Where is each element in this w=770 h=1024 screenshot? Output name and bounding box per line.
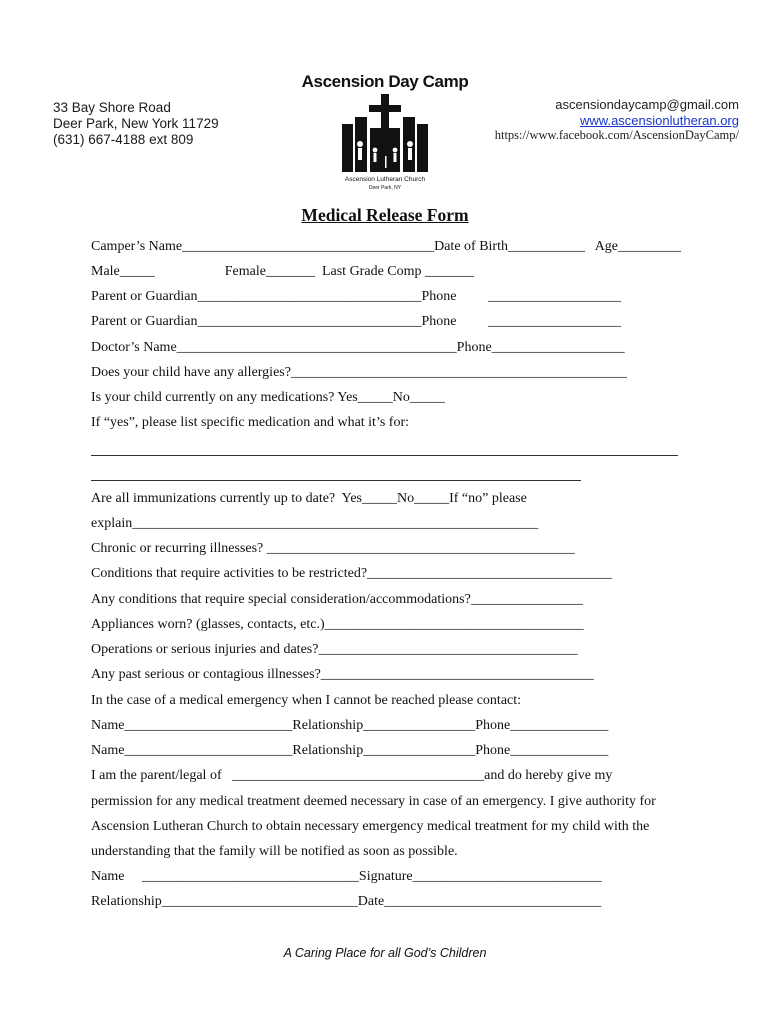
address-line-street: 33 Bay Shore Road [53, 100, 171, 115]
address-line-phone: (631) 667-4188 ext 809 [53, 132, 194, 147]
church-logo-icon [300, 68, 470, 193]
consent-line-2: permission for any medical treatment deemed necessary in case of an emergency. I give authority for [91, 794, 656, 809]
consent-line-1[interactable]: I am the parent/legal of ____________________________________and do hereby give my [91, 768, 613, 783]
restricted-activities-row[interactable]: Conditions that require activities to be restricted?___________________________________ [91, 566, 613, 581]
medication-fill-line-2[interactable] [91, 480, 581, 481]
parent-guardian-row-1[interactable]: Parent or Guardian________________________________Phone ___________________ [91, 289, 622, 304]
medication-fill-line-1[interactable] [91, 455, 678, 456]
emergency-contact-row-1[interactable]: Name________________________Relationship________________Phone______________ [91, 718, 609, 733]
email-link[interactable]: ascensiondaycamp@gmail.com [555, 97, 739, 112]
address-block [53, 100, 219, 148]
camp-logo [300, 68, 470, 193]
consent-line-4: understanding that the family will be notified as soon as possible. [91, 844, 458, 859]
address-line-city: Deer Park, New York 11729 [53, 116, 219, 131]
name-signature-row[interactable]: Name _______________________________Signature___________________________ [91, 869, 602, 884]
operations-injuries-row[interactable]: Operations or serious injuries and dates?_____________________________________ [91, 642, 578, 657]
svg-text:Ascension Day Camp: Ascension Day Camp [301, 72, 469, 91]
contagious-illnesses-row[interactable]: Any past serious or contagious illnesses?_______________________________________ [91, 667, 594, 682]
gender-grade-row[interactable]: Male_____ Female_______ Last Grade Comp _______ [91, 264, 475, 279]
contact-block [495, 97, 739, 144]
special-consideration-row[interactable]: Any conditions that require special consideration/accommodations?________________ [91, 592, 583, 607]
svg-text:Ascension Lutheran Church: Ascension Lutheran Church [344, 176, 426, 183]
relationship-date-row[interactable]: Relationship____________________________Date_______________________________ [91, 894, 602, 909]
immunizations-explain-row[interactable]: explain__________________________________________________________ [91, 516, 539, 531]
medications-row[interactable]: Is your child currently on any medications? Yes_____No_____ [91, 390, 445, 405]
form-title-wrapper [0, 205, 770, 226]
website-link[interactable]: www.ascensionlutheran.org [580, 112, 739, 128]
footer-tagline: A Caring Place for all God’s Children [283, 946, 487, 960]
camper-name-row[interactable]: Camper’s Name____________________________________Date of Birth___________ Age_________ [91, 239, 682, 254]
chronic-illnesses-row[interactable]: Chronic or recurring illnesses? ____________________________________________ [91, 541, 575, 556]
emergency-contact-prompt: In the case of a medical emergency when I cannot be reached please contact: [91, 693, 522, 708]
appliances-row[interactable]: Appliances worn? (glasses, contacts, etc.)_____________________________________ [91, 617, 584, 632]
immunizations-row[interactable]: Are all immunizations currently up to date? Yes_____No_____If “no” please [91, 491, 527, 506]
consent-line-3: Ascension Lutheran Church to obtain necessary emergency medical treatment for my child with the [91, 819, 650, 834]
allergies-row[interactable]: Does your child have any allergies?________________________________________________ [91, 365, 627, 380]
form-title: Medical Release Form [301, 205, 469, 225]
medication-list-prompt: If “yes”, please list specific medication and what it’s for: [91, 415, 410, 430]
emergency-contact-row-2[interactable]: Name________________________Relationship________________Phone______________ [91, 743, 609, 758]
svg-text:Deer Park, NY: Deer Park, NY [368, 185, 402, 191]
parent-guardian-row-2[interactable]: Parent or Guardian________________________________Phone ___________________ [91, 314, 622, 329]
facebook-link[interactable]: https://www.facebook.com/AscensionDayCamp/ [494, 128, 739, 142]
doctor-name-row[interactable]: Doctor’s Name________________________________________Phone___________________ [91, 340, 625, 355]
